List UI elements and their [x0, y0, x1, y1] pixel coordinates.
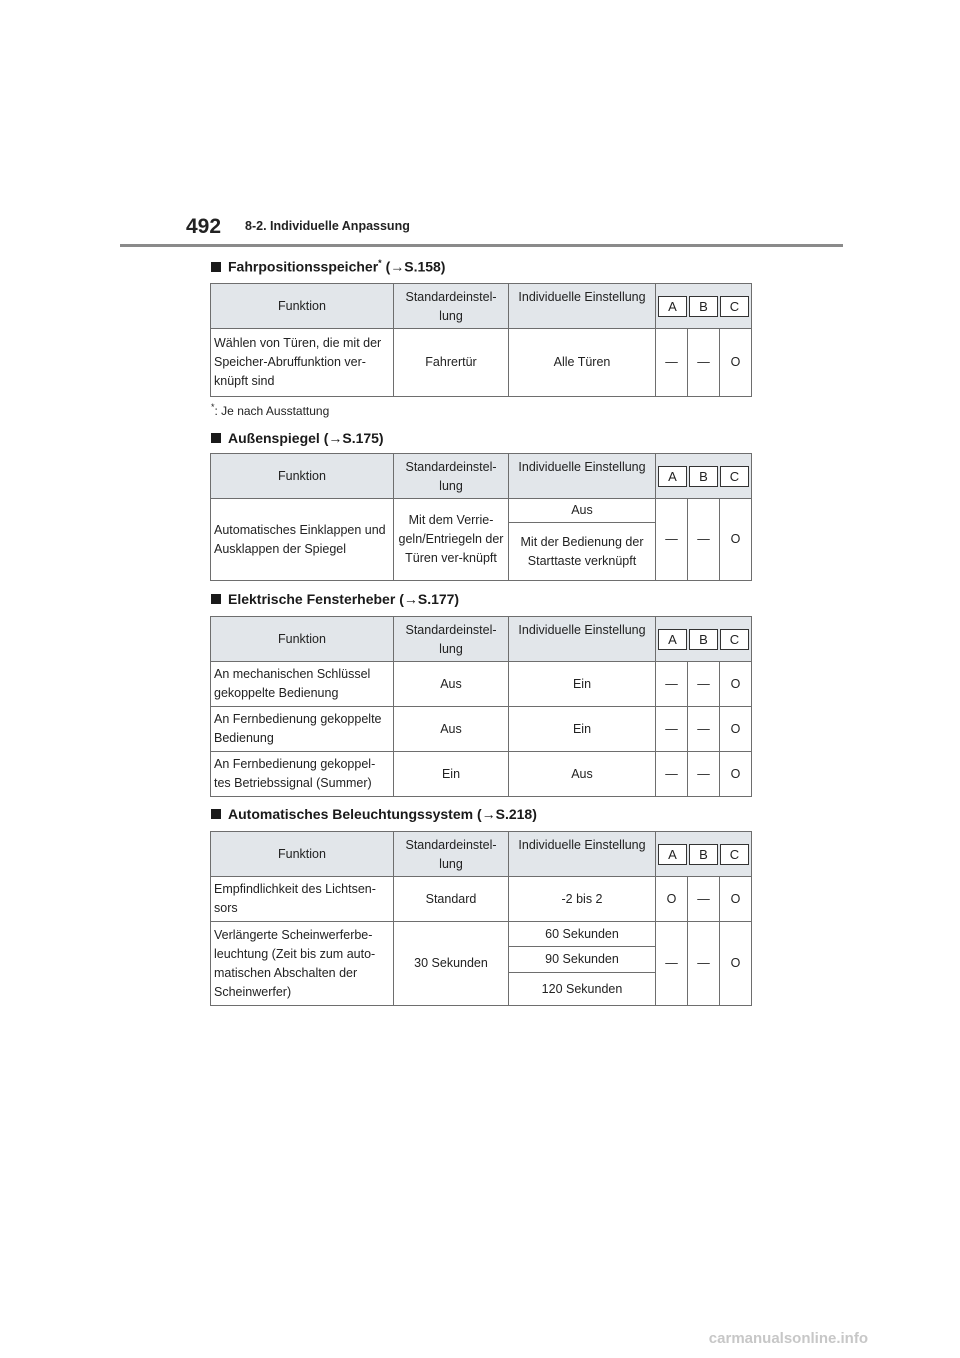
cell-c: O: [720, 707, 752, 752]
cell-c: O: [720, 329, 752, 397]
cell-b: —: [688, 752, 720, 797]
cell-default: Fahrertür: [394, 329, 509, 397]
header-function: Funktion: [211, 617, 394, 662]
cell-function: Verlängerte Scheinwerferbe-leuchtung (Zeit bis zum auto-matischen Abschalten der Scheinwerfer): [211, 922, 394, 1006]
cell-function: Automatisches Einklappen und Ausklappen der Spiegel: [211, 499, 394, 581]
letter-box-a: A: [658, 844, 687, 865]
page-reference: (→S.218): [476, 806, 537, 822]
header-individual: Individuelle Einstellung: [509, 454, 656, 499]
header-default: Standardeinstel-lung: [394, 454, 509, 499]
header-individual: Individuelle Einstellung: [509, 284, 656, 329]
section-title-aussenspiegel: Außenspiegel (→S.175): [211, 430, 384, 446]
cell-individual: Aus: [509, 499, 656, 523]
section-title-fahrpositionsspeicher: Fahrpositionsspeicher* (→S.158): [211, 258, 445, 275]
cell-function: An mechanischen Schlüssel gekoppelte Bedienung: [211, 662, 394, 707]
cell-function: Empfindlichkeit des Lichtsen-sors: [211, 877, 394, 922]
cell-function: An Fernbedienung gekoppelte Bedienung: [211, 707, 394, 752]
letter-box-c: C: [720, 844, 749, 865]
table-row: [211, 499, 752, 523]
header-individual: Individuelle Einstellung: [509, 832, 656, 877]
letter-box-b: B: [689, 629, 718, 650]
cell-b: —: [688, 707, 720, 752]
square-bullet-icon: [211, 594, 221, 604]
watermark-text: carmanualsonline.info: [708, 1330, 868, 1347]
table-row: [211, 922, 752, 947]
settings-table-fensterheber: [210, 616, 752, 797]
letter-box-a: A: [658, 296, 687, 317]
page-reference: (→S.177): [399, 591, 460, 607]
settings-table-aussenspiegel: [210, 453, 752, 581]
settings-table-beleuchtungssystem: [210, 831, 752, 1006]
cell-individual: -2 bis 2: [509, 877, 656, 922]
cell-individual: Alle Türen: [509, 329, 656, 397]
cell-function: Wählen von Türen, die mit der Speicher-Abruffunktion ver-knüpft sind: [211, 329, 394, 397]
header-abc: [656, 284, 752, 329]
cell-function: An Fernbedienung gekoppel-tes Betriebssignal (Summer): [211, 752, 394, 797]
square-bullet-icon: [211, 809, 221, 819]
cell-individual: Mit der Bedienung der Starttaste verknüpft: [509, 523, 656, 581]
letter-box-a: A: [658, 466, 687, 487]
cell-a: —: [656, 707, 688, 752]
cell-b: —: [688, 877, 720, 922]
table-row: [211, 752, 752, 797]
cell-b: —: [688, 922, 720, 1006]
header-default: Standardeinstel-lung: [394, 832, 509, 877]
cell-a: —: [656, 499, 688, 581]
cell-b: —: [688, 329, 720, 397]
cell-individual: Aus: [509, 752, 656, 797]
table-row: [211, 877, 752, 922]
page-number: 492: [186, 215, 222, 238]
cell-a: —: [656, 752, 688, 797]
letter-box-b: B: [689, 844, 718, 865]
cell-c: O: [720, 752, 752, 797]
chapter-title: 8-2. Individuelle Anpassung: [245, 219, 410, 233]
cell-c: O: [720, 922, 752, 1006]
cell-b: —: [688, 662, 720, 707]
section-title-fensterheber: Elektrische Fensterheber (→S.177): [211, 591, 459, 607]
cell-default: Ein: [394, 752, 509, 797]
header-function: Funktion: [211, 832, 394, 877]
table-row: [211, 707, 752, 752]
cell-c: O: [720, 499, 752, 581]
cell-individual: 120 Sekunden: [509, 973, 656, 1006]
footnote: *: Je nach Ausstattung: [211, 402, 330, 418]
cell-c: O: [720, 662, 752, 707]
cell-a: —: [656, 922, 688, 1006]
letter-box-c: C: [720, 296, 749, 317]
cell-individual: 90 Sekunden: [509, 947, 656, 973]
header-default: Standardeinstel-lung: [394, 617, 509, 662]
header-abc: [656, 832, 752, 877]
table-row: [211, 329, 752, 397]
header-abc: [656, 617, 752, 662]
cell-default: Standard: [394, 877, 509, 922]
header-rule: [120, 244, 843, 247]
table-row: [211, 662, 752, 707]
cell-default: Aus: [394, 662, 509, 707]
square-bullet-icon: [211, 262, 221, 272]
page-reference: (→S.158): [385, 258, 446, 275]
header-abc: [656, 454, 752, 499]
header-function: Funktion: [211, 284, 394, 329]
cell-default: Aus: [394, 707, 509, 752]
cell-default: 30 Sekunden: [394, 922, 509, 1006]
cell-individual: Ein: [509, 662, 656, 707]
square-bullet-icon: [211, 433, 221, 443]
section-title-beleuchtungssystem: Automatisches Beleuchtungssystem (→S.218): [211, 806, 537, 822]
cell-individual: 60 Sekunden: [509, 922, 656, 947]
page-reference: (→S.175): [323, 430, 384, 446]
cell-a: O: [656, 877, 688, 922]
cell-default: Mit dem Verrie-geln/Entriegeln der Türen ver-knüpft: [394, 499, 509, 581]
header-individual: Individuelle Einstellung: [509, 617, 656, 662]
cell-b: —: [688, 499, 720, 581]
header-default: Standardeinstel-lung: [394, 284, 509, 329]
cell-a: —: [656, 662, 688, 707]
letter-box-b: B: [689, 466, 718, 487]
header-function: Funktion: [211, 454, 394, 499]
letter-box-c: C: [720, 629, 749, 650]
letter-box-b: B: [689, 296, 718, 317]
cell-individual: Ein: [509, 707, 656, 752]
letter-box-c: C: [720, 466, 749, 487]
settings-table-fahrpositionsspeicher: [210, 283, 752, 397]
cell-c: O: [720, 877, 752, 922]
letter-box-a: A: [658, 629, 687, 650]
cell-a: —: [656, 329, 688, 397]
